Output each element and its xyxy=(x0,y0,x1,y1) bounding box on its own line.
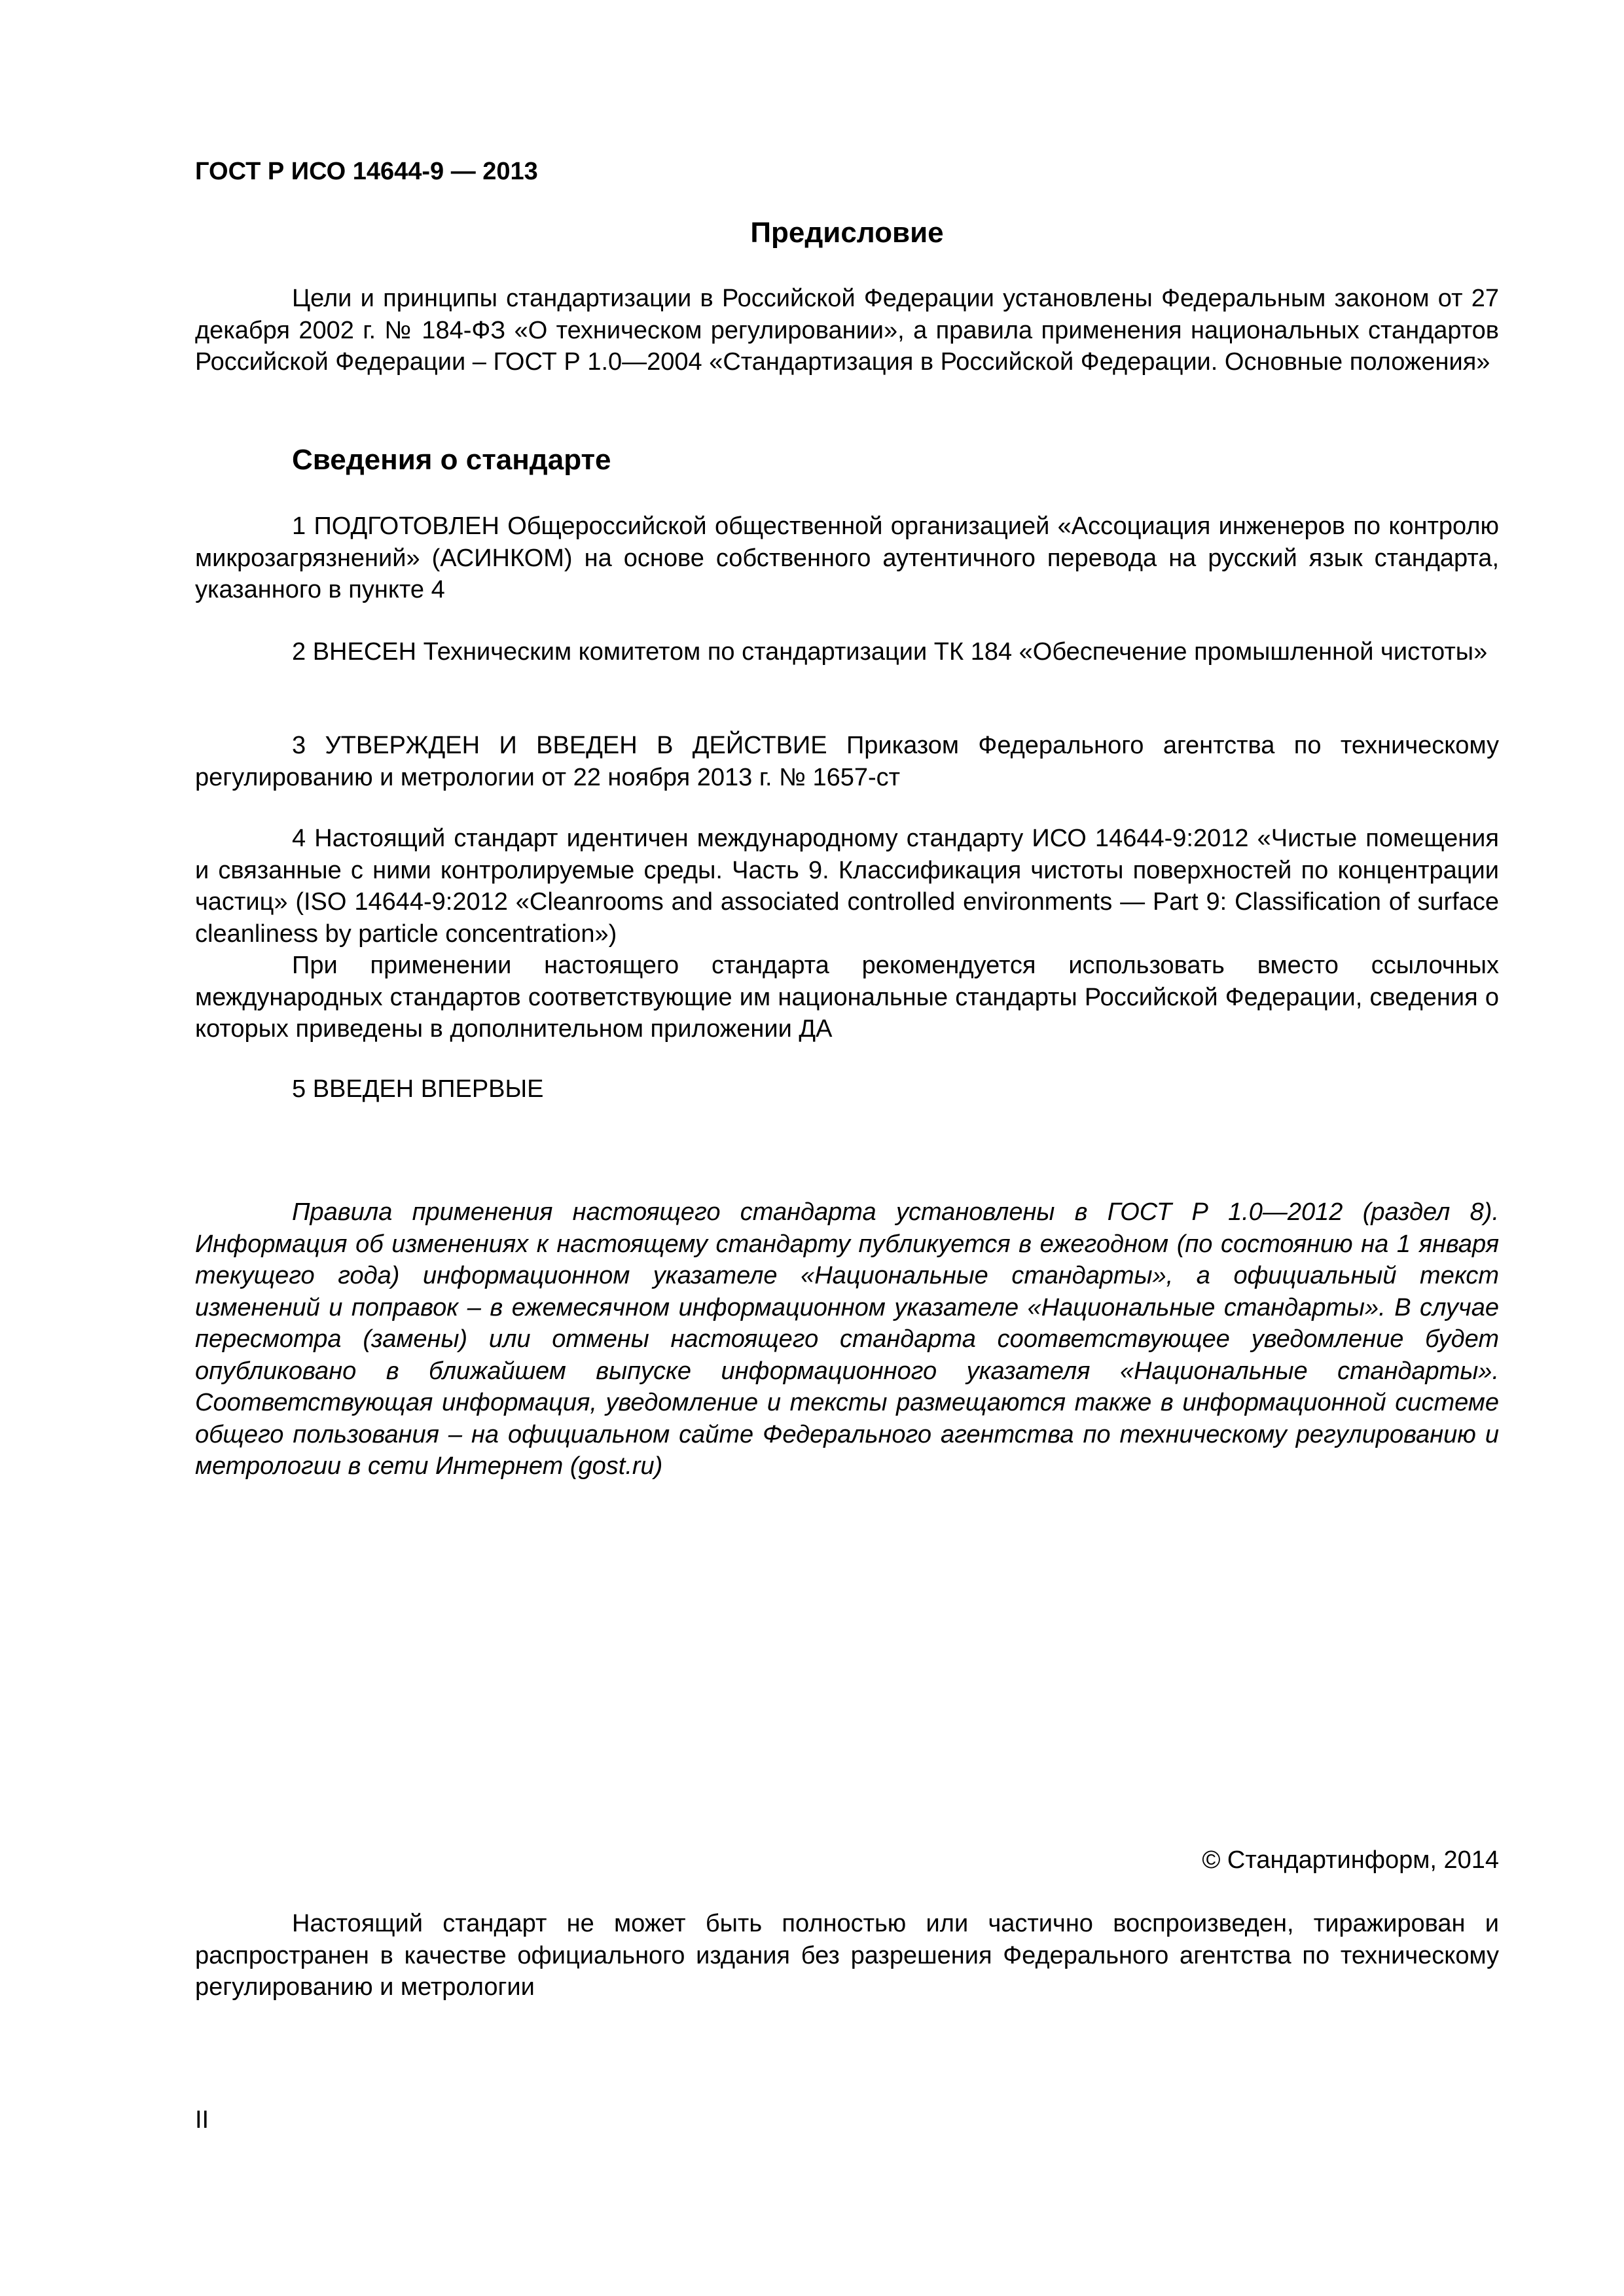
foreword-title: Предисловие xyxy=(750,217,944,249)
document-code-header: ГОСТ Р ИСО 14644-9 — 2013 xyxy=(195,158,538,185)
standard-info-item-4: 4 Настоящий стандарт идентичен международному стандарту ИСО 14644-9:2012 «Чистые помещения и связанные с ними контролируемые среды. Часть 9. Классификация чистоты поверхностей по концентрации частиц» (ISO 14644-9:2012 «Cleanrooms and associated controlled environments — Part 9: Classification of surface cleanliness by particle concentration») xyxy=(195,825,1499,948)
reproduction-notice-paragraph: Настоящий стандарт не может быть полностью или частично воспроизведен, тиражирован и распространен в качестве официального издания без разрешения Федерального агентства по техническому регулированию и метрологии xyxy=(195,1910,1499,2001)
page-number: II xyxy=(195,2106,209,2134)
standard-info-item-4-note: При применении настоящего стандарта рекомендуется использовать вместо ссылочных международных стандартов соответствующие им национальные стандарты Российской Федерации, сведения о которых приведены в дополнительном приложении ДА xyxy=(195,952,1499,1043)
standard-info-item-3: 3 УТВЕРЖДЕН И ВВЕДЕН В ДЕЙСТВИЕ Приказом Федерального агентства по техническому регулированию и метрологии от 22 ноября 2013 г. № 1657-ст xyxy=(195,732,1499,791)
standard-info-item-2: 2 ВНЕСЕН Техническим комитетом по стандартизации ТК 184 «Обеспечение промышленной чистоты» xyxy=(292,638,1488,666)
foreword-paragraph: Цели и принципы стандартизации в Российской Федерации установлены Федеральным законом от 27 декабря 2002 г. № 184-ФЗ «О техническом регулировании», а правила применения национальных стандартов Российской Федерации – ГОСТ Р 1.0—2004 «Стандартизация в Российской Федерации. Основные положения» xyxy=(195,285,1499,376)
rules-notice-paragraph: Правила применения настоящего стандарта установлены в ГОСТ Р 1.0—2012 (раздел 8). Информация об изменениях к настоящему стандарту публикуется в ежегодном (по состоянию на 1 января текущего года) информационном указателе «Национальные стандарты», а официальный текст изменений и поправок – в ежемесячном информационном указателе «Национальные стандарты». В случае пересмотра (замены) или отмены настоящего стандарта соответствующее уведомление будет опубликовано в ближайшем выпуске информационного указателя «Национальные стандарты». Соответствующая информация, уведомление и тексты размещаются также в информационной системе общего пользования – на официальном сайте Федерального агентства по техническому регулированию и метрологии в сети Интернет (gost.ru) xyxy=(195,1198,1499,1480)
standard-info-item-5: 5 ВВЕДЕН ВПЕРВЫЕ xyxy=(292,1075,544,1103)
copyright-notice: © Стандартинформ, 2014 xyxy=(1202,1846,1499,1874)
document-page xyxy=(195,0,1499,2296)
standard-info-item-1: 1 ПОДГОТОВЛЕН Общероссийской общественной организацией «Ассоциация инженеров по контролю микрозагрязнений» (АСИНКОМ) на основе собственного аутентичного перевода на русский язык стандарта, указанного в пункте 4 xyxy=(195,512,1499,603)
standard-info-title: Сведения о стандарте xyxy=(292,444,611,476)
